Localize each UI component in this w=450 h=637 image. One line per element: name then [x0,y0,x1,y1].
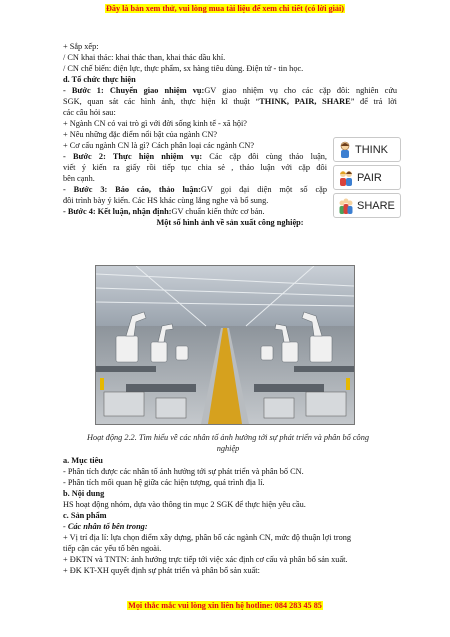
activity-title: nghiệp [216,444,240,453]
step3-label: - Bước 3: Báo cáo, thảo luận: [63,185,201,194]
step2-line: bên cạnh. [63,174,95,183]
step4-label: - Bước 4: Kết luận, nhận định: [63,207,172,216]
step3-text: GV gọi đại diện một số cặp [200,185,327,194]
text-line: + Vị trí địa lí: lựa chọn điểm xây dựng, phân bố các ngành CN, mức độ thuận lợi trong [63,533,352,542]
text-line: - Phân tích mối quan hệ giữa các hiện tượng, quá trình địa lí. [63,478,265,487]
section-heading: a. Mục tiêu [63,456,103,465]
step1-text: ” để trả lời [350,97,397,106]
think-label: THINK [355,143,388,156]
section-heading: b. Nội dung [63,489,105,498]
step1-text: SGK, quan sát các hình ảnh, thực hiện kĩ thuật “ [63,97,260,106]
think-card [333,137,401,162]
technique-name: THINK, PAIR, SHARE [259,97,351,106]
images-title: Một số hình ảnh về sản xuất công nghiệp: [156,218,304,227]
step2-line: viết ý kiến ra giấy rồi tiếp tục chia sẻ , thảo luận với cặp đôi [63,163,327,172]
text-line: + Sắp xếp: [63,42,99,51]
share-label: SHARE [357,199,395,212]
step2-line [63,152,327,163]
section-heading: d. Tổ chức thực hiện [63,75,136,84]
text-line: + ĐKTN và TNTN: ảnh hưởng trực tiếp tới việc xác định cơ cấu và phân bố sản xuất. [63,555,348,564]
text-line: / CN khai thác: khai thác than, khai thác dầu khí. [63,53,226,62]
step2-text: Các cặp đôi cùng thảo luận, [202,152,327,161]
step1-label: - Bước 1: Chuyển giao nhiệm vụ: [63,86,205,95]
step2-label: - Bước 2: Thực hiện nhiệm vụ: [63,152,203,161]
question-3: + Cơ cấu ngành CN là gì? Cách phân loại các ngành CN? [63,141,255,150]
text-line: / CN chế biến: điện lực, thực phẩm, sx hàng tiêu dùng. Điện tử - tin học. [63,64,304,73]
preview-banner: Đây là bản xem thử, vui lòng mua tài liệu để xem chi tiết (có lời giải) [105,4,344,13]
factory-photo [95,265,355,425]
share-people-icon [338,197,354,215]
text-line: + ĐK KT-XH quyết định sự phát triển và phân bố sản xuất: [63,566,260,575]
pair-card [333,165,401,190]
step1-text: GV giao nhiệm vụ cho các cặp đôi: nghiên cứu [204,86,397,95]
pair-label: PAIR [357,171,382,184]
section-heading: c. Sản phẩm [63,511,107,520]
step3-line [63,185,327,196]
text-line: tiếp cận các yếu tố bên ngoài. [63,544,162,553]
hotline-banner: Mọi thắc mắc vui lòng xin liên hệ hotline: 084 283 45 85 [128,601,322,610]
thinking-person-icon [338,141,352,159]
think-pair-share-cards [333,137,401,221]
question-1: + Ngành CN có vai trò gì với đời sống kinh tế - xã hội? [63,119,247,128]
text-line: - Phân tích được các nhân tố ảnh hưởng tới sự phát triển và phân bố CN. [63,467,304,476]
step1-line: các câu hỏi sau: [63,108,116,117]
activity-title: Hoạt động 2.2. Tìm hiểu về các nhân tố ảnh hưởng tới sự phát triển và phân bố công [87,433,369,442]
subheading: - Các nhân tố bên trong: [63,522,148,531]
step4-text: GV chuẩn kiến thức cơ bản. [171,207,265,216]
share-card [333,193,401,218]
step3-line: đôi trình bày ý kiến. Các HS khác cùng lắng nghe và bổ sung. [63,196,269,205]
question-2: + Nêu những đặc điểm nổi bật của ngành CN? [63,130,218,139]
step1-line [63,86,397,97]
pair-people-icon [338,169,354,187]
step1-line [63,97,397,108]
text-line: HS hoạt động nhóm, dựa vào thông tin mục 2 SGK để thực hiện yêu cầu. [63,500,306,509]
